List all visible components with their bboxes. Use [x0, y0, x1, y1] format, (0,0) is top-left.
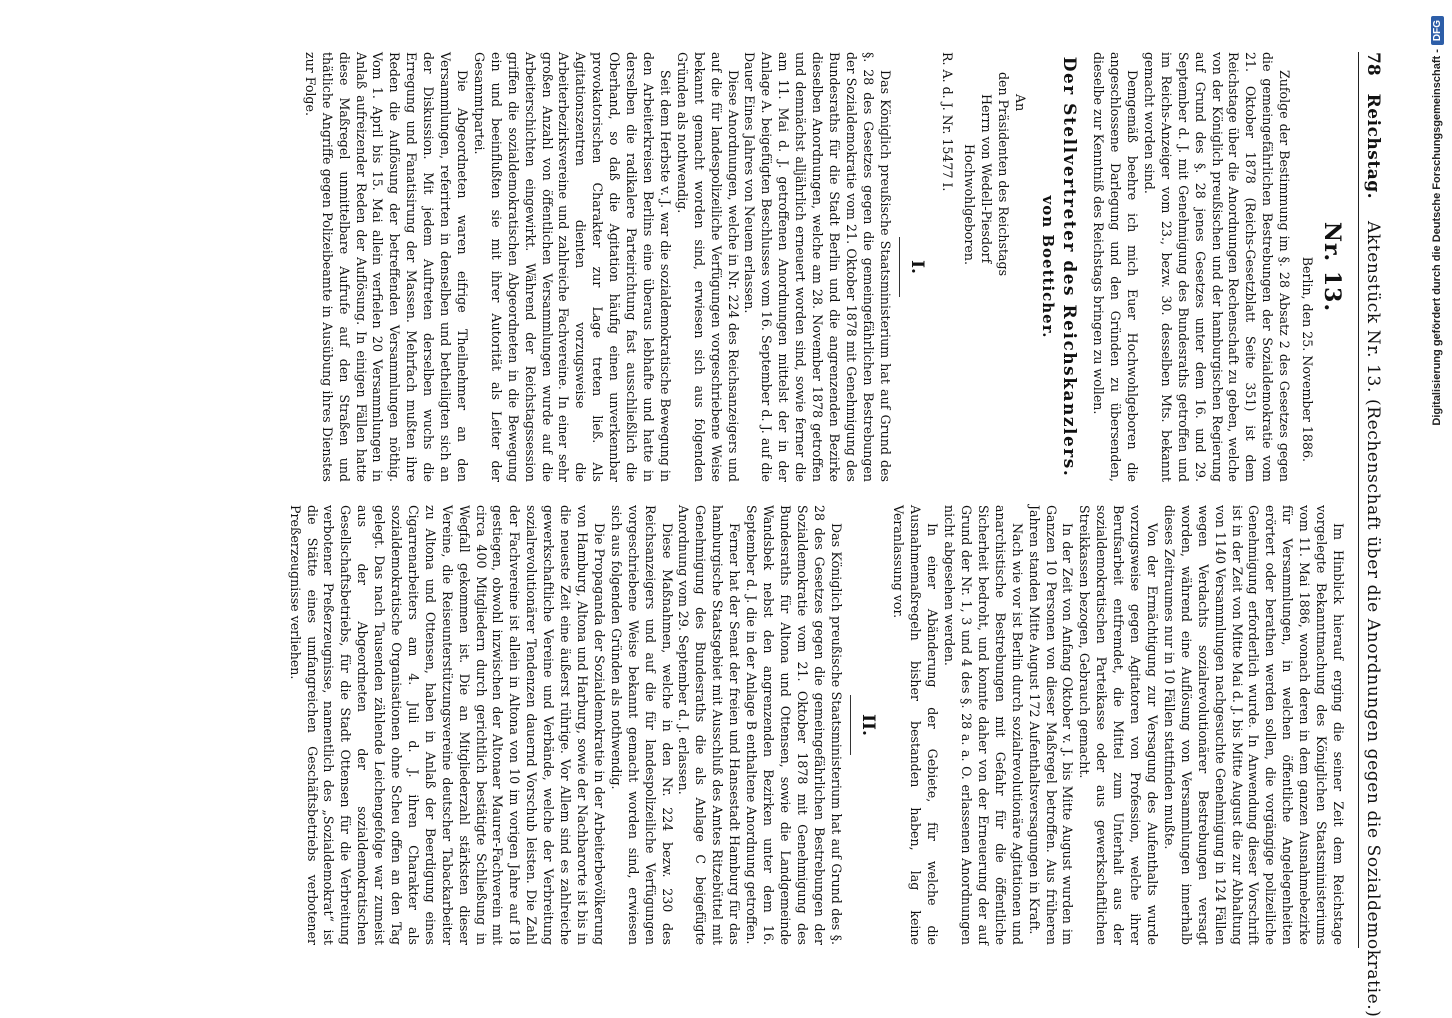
section-divider: [899, 237, 900, 297]
section-heading-one: I.: [906, 260, 927, 274]
running-head: [1358, 52, 1394, 1018]
dfg-logo: DFG: [1431, 16, 1444, 45]
paragraph: Ferner hat der Senat der freien und Hansestadt Hamburg für das hamburgische Staatsgebiet mit Ausschluß des Amtes Ritzebüttel mit Genehmigung des Bundesraths die als Anlage C beigefügte Anordnung vom 29. September d. J. erlassen.: [676, 505, 743, 945]
dateline: Berlin, den 25. November 1886.: [1300, 256, 1316, 462]
paragraph: Zufolge der Bestimmung im §. 28 Absatz 2 des Gesetzes gegen die gemeingefährlichen Bestrebungen der Sozialdemokratie vom 21. Oktober 1878 (Reichs-Gesetzblatt Seite 351) ist dem Reichstage über die Anordnungen Rechenschaft zu geben, welche von der Königlich preußischen und der hamburgischen Regierung auf Grund des §. 28 jenes Gesetzes unter dem 16. und 29. September d. J. mit Genehmigung des Bundesraths getroffen und im Reichs-Anzeiger vom 23., bezw. 30. desselben Mts. bekannt gemacht worden sind.: [1141, 52, 1293, 482]
right-column: [286, 505, 1346, 945]
paragraph: Die Abgeordneten waren eifrige Theilnehmer an den Versammlungen, referirten in denselben und betheiligten sich an der Diskussion. Mit jedem Auftreten derselben wuchs die Erregung und Fanatisirung der Massen. Mehrfach mußten ihre Reden die Auflösung der betreffenden Versammlungen nöthig. Vom 1. April bis 15. Mai allein verfielen 20 Versammlungen in Anlaß aufreizender Reden der Auflösung. In einigen Fällen hatte diese Maßregel unmittelbare Aufrufe auf den Straßen und thätliche Angriffe gegen Polizeibeamte in Ausübung ihres Dienstes zur Folge.: [302, 52, 471, 482]
paragraph: Im Hinblick hierauf erging die seiner Zeit dem Reichstage vorgelegte Bekanntmachung des Königlichen Staatsministeriums vom 11. Mai 1886, wonach deren in dem ganzen Ausnahmebezirke für Versammlungen, in welchen öffentliche Angelegenheiten erörtert oder berathen werden sollen, die vorgängige polizeiliche Genehmigung erforderlich wurde. In Anwendung dieser Vorschrift ist in der Zeit von Mitte Mai d. J. bis Mitte August die zur Abhaltung von 1140 Versammlungen nachgesuchte Genehmigung in 124 Fällen wegen Verdachts sozialrevolutionärer Bestrebungen versagt worden, während eine Auflösung von Versammlungen innerhalb dieses Zeitraumes nur in 10 Fällen stattfinden mußte.: [1161, 505, 1346, 945]
paragraph: Demgemäß beehre ich mich Euer Hochwohlgeboren die angeschlossene Darlegung und den Gründen zu übersenden, dieselbe zur Kenntniß des Reichstags bringen zu wollen.: [1091, 52, 1141, 482]
running-head-title: Aktenstück Nr. 13. (Rechenschaft über die Anordnungen gegen die Sozialdemokratie.): [1363, 221, 1383, 1018]
address-line: den Präsidenten des Reichstags: [996, 72, 1012, 277]
reference-number: R. A. d. J. Nr. 15477 I.: [940, 52, 956, 192]
page-number: 78: [1363, 52, 1383, 76]
footer-credit: Digitalisierung gefördert durch die Deutsche Forschungsgemeinschaft -: [1431, 49, 1443, 426]
running-head-left: Reichstag.: [1363, 93, 1383, 200]
paragraph: Das Königlich preußische Staatsministerium hat auf Grund des §. 28 des Gesetzes gegen die gemeingefährlichen Bestrebungen der Sozialdemokratie vom 21. Oktober 1878 mit Genehmigung des Bundesraths für die Stadt Berlin und die angrenzenden Bezirke dieselben Anordnungen, welche am 28. November 1878 getroffen und demnächst alljährlich erneuert worden sind, sowie ferner die am 11. Mai d. J. getroffenen Anordnungen mittelst der in der Anlage A. beigefügten Beschlusses vom 16. September d. J. auf die Dauer Eines Jahres von Neuem erlassen.: [742, 52, 893, 482]
document-number-heading: Nr. 13.: [1319, 221, 1345, 313]
section-divider: [850, 695, 851, 755]
address-block: [962, 72, 1030, 482]
paragraph: Seit dem Herbste v. J. war die sozialdemokratische Bewegung in den Arbeiterkreisen Berlins eine überaus lebhafte und hatte in derselben die radikalere Parteirichtung fast ausschließlich die Oberhand, so daß die Agitation häufig einen unverkennbar provokatorischen Charakter zur Lage treten ließ. Als Agitationszentren dienten vorzugsweise die Arbeiterbezirksvereine und zahlreiche Fachvereine. In einer sehr großen Anzahl von öffentlichen Versammlungen wurde auf die Arbeiterschichten eingewirkt. Während der Reichstagssession griffen die sozialdemokratischen Abgeordneten in die Bewegung ein und beeinflußten sie mit ihrer Autorität als Leiter der Gesammtpartei.: [471, 52, 673, 482]
paragraph: Das Königlich preußische Staatsministerium hat auf Grund des §. 28 des Gesetzes gegen die gemeingefährlichen Bestrebungen der Sozialdemokratie vom 21. Oktober 1878 mit Genehmigung des Bundesraths für Altona und Ottensen, sowie die Landgemeinde Wandsbek nebst den angrenzenden Bezirken unter dem 16. September d. J. die in der Anlage B enthaltene Anordnung getroffen.: [744, 505, 844, 945]
paragraph: Diese Anordnungen, welche in Nr. 224 des Reichsanzeigers und auf die für landespolizeiliche Verfügungen vorgeschriebene Weise bekannt gemacht worden sind, erwiesen sich aus folgenden Gründen als nothwendig.: [674, 52, 741, 482]
signature-title: Der Stellvertreter des Reichskanzlers.: [1059, 56, 1080, 478]
footer-text-wrap: [1422, 8, 1452, 992]
paragraph: Die Propaganda der Sozialdemokratie in der Arbeiterbevölkerung von Hamburg, Altona und Harburg, sowie der Nachbarorte ist bis in die neueste Zeit eine äußerst rührige. Vor Allem sind es zahlreiche gewerkschaftliche Vereine und Verbände, welche der Verbreitung sozialrevolutionärer Tendenzen dauernd Vorschub leisten. Die Zahl der Fachvereine ist allein in Altona von 10 im vorigen Jahre auf 18 gestiegen, obwohl inzwischen der Altonaer Maurer-Fachverein mit circa 400 Mitgliedern durch gerichtlich bestätigte Schließung in Wegfall gekommen ist. Die an Mitgliederzahl stärksten dieser Vereine, die Reiseunterstützungsvereine deutscher Tabackarbeiter zu Altona und Ottensen, haben in Anlaß der Beerdigung eines Cigarrenarbeiters am 4. Juli d. J. ihren Charakter als sozialdemokratische Organisationen ohne Scheu offen an den Tag gelegt. Das nach Tausenden zählende Leichengefolge war zumeist aus der Abgeordneten der sozialdemokratischen Gesellschaftsbetriebs, für die Stadt Ottensen für die Verbreitung verbotener Preßerzeugnisse, namentlich des „Sozialdemokrat“ ist die Stätte eines umfangreichen Geschäftsbetriebs verbotener Preßerzeugnisse verliehen.: [287, 505, 607, 945]
left-column: [301, 52, 1346, 482]
address-line: Herrn von Wedell-Piesdorf: [979, 94, 995, 264]
paragraph: Nach wie vor ist Berlin durch sozialrevolutionäre Agitationen und anarchistische Bestrebungen mit Gefahr für die öffentliche Sicherheit bedroht, und konnte daher von der Erneuerung der auf Grund der Nr. 1, 3 und 4 des §. 28 a. a. O. erlassenen Anordnungen nicht abgesehen werden.: [942, 505, 1025, 945]
section-heading-two: II.: [857, 714, 878, 736]
paragraph: Von der Ermächtigung zur Versagung des Aufenthalts wurde vorzugsweise gegen Agitatoren von Profession, welche ihrer Berufsarbeit entfremdet, die Mittel zum Unterhalt aus der sozialdemokratischen Parteikasse oder aus gewerkschaftlichen Streikkassen bezogen, Gebrauch gemacht.: [1077, 505, 1161, 945]
address-line: An: [1013, 94, 1029, 112]
paragraph: In einer Abänderung der Gebiete, für welche die Ausnahmemaßregeln bisher bestanden haben, lag keine Veranlassung vor.: [891, 505, 941, 945]
digitization-footer: [1392, 8, 1443, 992]
address-line: Hochwohlgeboren.: [962, 144, 978, 265]
paragraph: In der Zeit von Anfang Oktober v. J. bis Mitte August wurden im Ganzen 10 Personen von dieser Maßregel betroffen. Aus früheren Jahren standen Mitte August 172 Aufenthaltsversagungen in Kraft.: [1026, 505, 1076, 945]
signature-name: von Boetticher.: [1039, 195, 1058, 339]
paragraph: Diese Maßnahmen, welche in den Nr. 224 bezw. 230 des Reichsanzeigers und auf die für landespolizeiliche Verfügungen vorgeschriebene Weise bekannt gemacht worden sind, erwiesen sich aus folgenden Gründen als nothwendig.: [608, 505, 675, 945]
